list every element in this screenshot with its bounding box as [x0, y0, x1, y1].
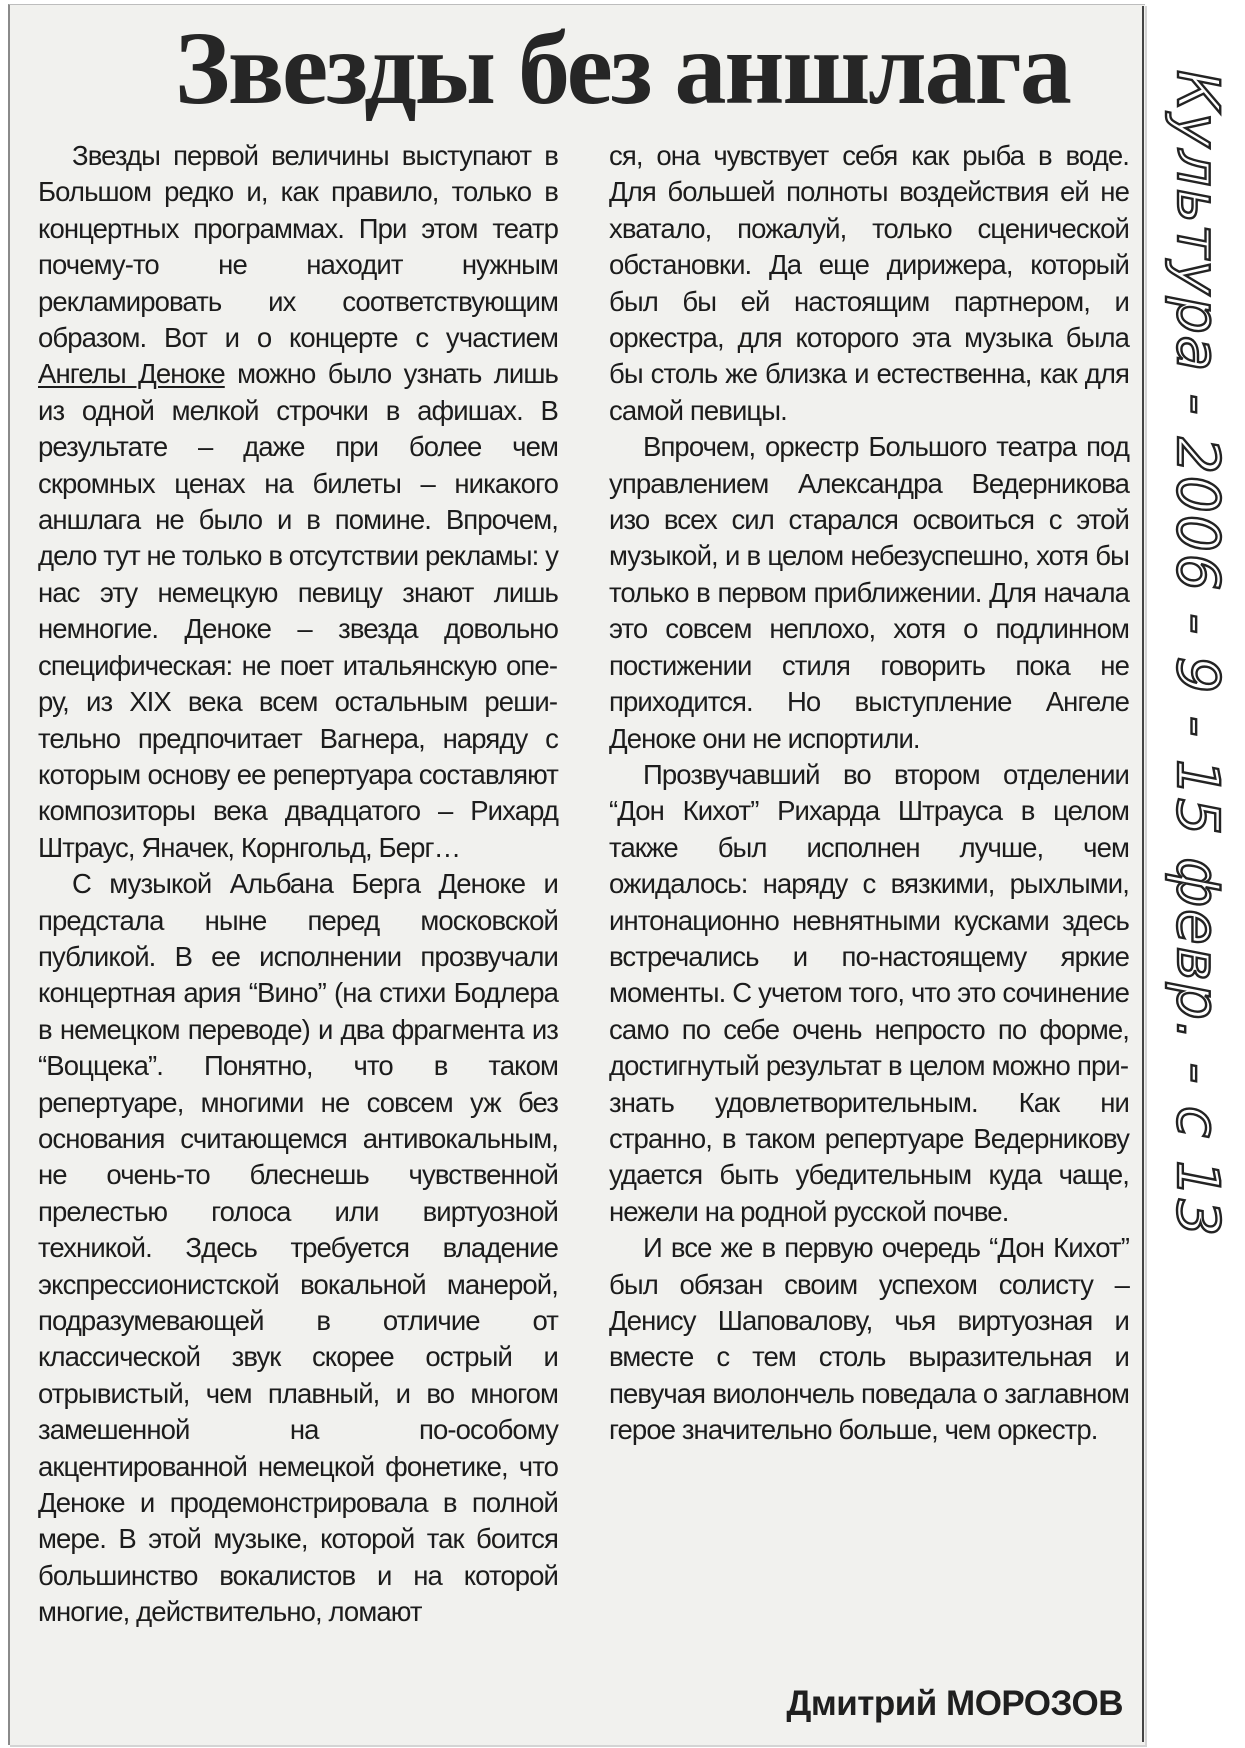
handwritten-note-text: Культура - 2006 - 9 - 15 февр. - с 13	[1164, 70, 1232, 1239]
article-paragraph: С музыкой Альбана Берга Деноке и предстала ныне перед московской публикой. В ее исполнении прозвучали концертная ария “Вино” (на стихи Бодлера в немецком переводе) и два фрагмента из “Воццека”. Понятно, что в таком репертуаре, многими не совсем уж без основания считающемся антивокальным, не очень-то блеснешь чувственной прелестью голоса или виртуозной техникой. Здесь требуется владение экспрессионистской вокальной манерой, подразумевающей в отличие от классической звук скорее острый и отрывистый, чем плавный, и во многом замешенной на по-особому акцентированной немецкой фонетике, что Деноке и продемонстрировала в полной мере. В этой музыке, которой так боится большинство вокалистов и на которой многие, действительно, ломают	[38, 868, 558, 1628]
article-paragraph: Прозвучавший во втором отделении “Дон Кихот” Рихарда Штрауса в целом также был исполнен лучше, чем ожидалось: наряду с вязкими, рыхлыми, интонационно невнятными кусками здесь встречались и по-настоящему яркие моменты. С учетом того, что это сочинение само по себе очень непросто по форме, достигнутый результат в целом можно признать удовлетворительным. Как ни странно, в таком репертуаре Ведерникову удается быть убедительным куда чаще, нежели на родной русской почве.	[609, 758, 1129, 1227]
article-headline: Звезды без аншлага	[175, 11, 1070, 126]
paragraph-text: можно было узнать лишь из одной мелкой строчки в афишах. В результате – даже при более чем скромных ценах на билеты – никакого аншлага не было и в помине. Впрочем, дело тут не только в отсутствии рекламы: у нас эту немецкую певицу знают лишь немногие. Деноке – звезда довольно специфическая: не поет итальянскую оперу, из XIX века всем остальным решительно предпочитает Вагнера, наряду с которым основу ее репертуара составляют композиторы века двадцатого – Рихард Штраус, Яначек, Корнгольд, Берг…	[38, 358, 558, 863]
article-paragraph	[38, 138, 558, 866]
handwritten-margin-note	[1148, 30, 1240, 1460]
article-paragraph: Впрочем, оркестр Большого театра под управлением Александра Ведерникова изо всех сил старался освоиться с этой музыкой, и в целом небезуспешно, хотя бы только в первом приближении. Для начала это совсем неплохо, хотя о подлинном постижении стиля говорить пока не приходится. Но выступление Ангеле Деноке они не испортили.	[609, 431, 1129, 754]
article-column-right	[609, 138, 1129, 1449]
article-column-left	[38, 138, 558, 1631]
paragraph-text: Звезды первой величины выступают в Большом редко и, как правило, только в концертных программах. При этом театр почему-то не находит нужным рекламировать их соответствующим образом. Вот и о концерте с участием	[38, 140, 558, 354]
author-byline: Дмитрий МОРОЗОВ	[786, 1684, 1123, 1723]
article-paragraph: И все же в первую очередь “Дон Кихот” был обязан своим успехом солисту – Денису Шаповалову, чья виртуозная и вместе с тем столь выразительная и певучая виолончель поведала о заглавном герое значительно больше, чем оркестр.	[609, 1232, 1129, 1446]
singer-name-underlined: Ангелы Деноке	[38, 358, 225, 390]
column-rule	[1142, 6, 1144, 1742]
article-paragraph-continued: ся, она чувствует себя как рыба в воде. Для большей полноты воздействия ей не хватало, пожалуй, только сценической обстановки. Да еще дирижера, который был бы ей настоящим партнером, и оркестра, для которого эта музыка была бы столь же близка и естественна, как для самой певицы.	[609, 140, 1129, 426]
